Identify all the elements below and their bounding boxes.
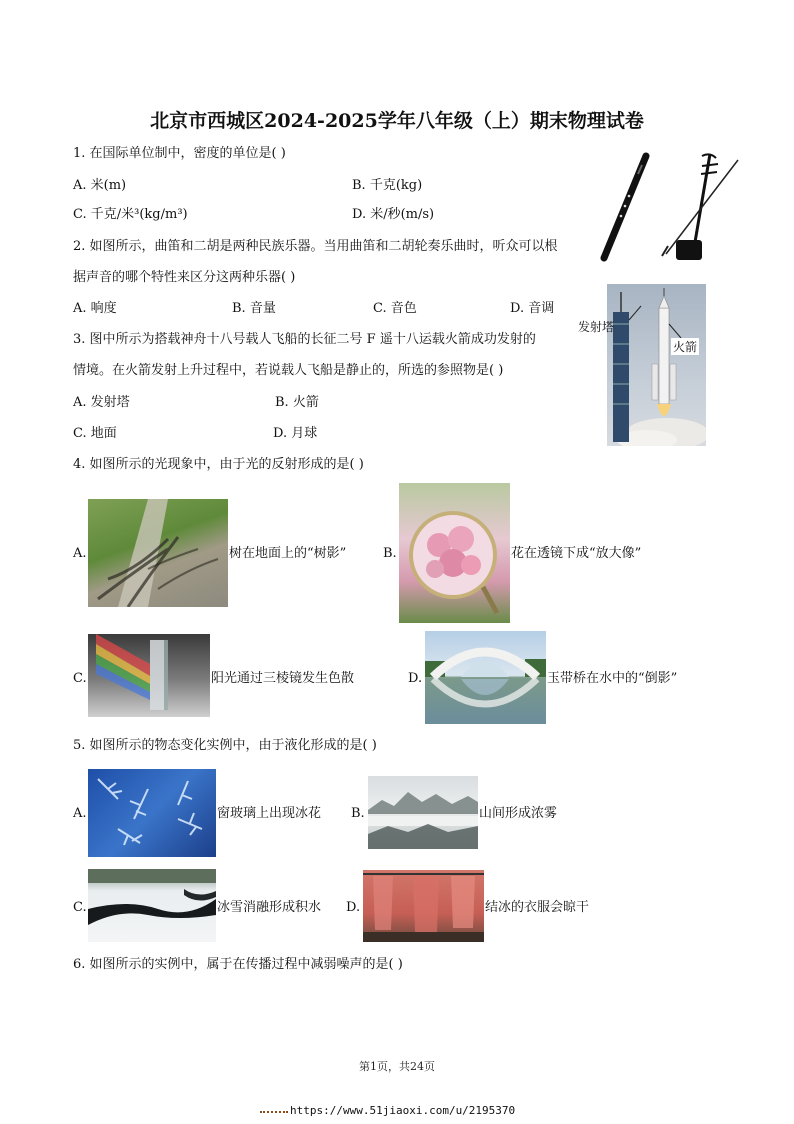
- q4-option-d-letter: D.: [408, 671, 423, 686]
- q2-option-b: B. 音量: [232, 301, 276, 316]
- q4-option-c-letter: C.: [73, 671, 87, 686]
- flute-illustration: [604, 156, 646, 258]
- magnifier-flower-photo: [399, 483, 510, 623]
- melting-snow-photo: [88, 869, 216, 942]
- footer-url-link[interactable]: https://www.51jiaoxi.com/u/2195370: [290, 1104, 516, 1117]
- page-number: 第1页，共24页: [359, 1060, 435, 1073]
- page-title: 北京市西城区2024-2025学年八年级（上）期末物理试卷: [150, 110, 644, 132]
- mountain-fog-photo: [368, 776, 478, 849]
- q3-option-c: C. 地面: [73, 426, 117, 441]
- q4-option-d-caption: 玉带桥在水中的“倒影”: [547, 671, 678, 686]
- instruments-figure: [598, 150, 748, 265]
- rocket-label: 火箭: [673, 340, 698, 354]
- window-frost-photo: [88, 769, 216, 857]
- frozen-clothes-photo: [363, 870, 484, 942]
- q1-stem: 1. 在国际单位制中，密度的单位是( ): [73, 146, 286, 161]
- q3-option-d: D. 月球: [273, 426, 318, 441]
- q5-option-b-caption: 山间形成浓雾: [479, 806, 558, 821]
- q4-stem: 4. 如图所示的光现象中，由于光的反射形成的是( ): [73, 457, 364, 472]
- q3-option-b: B. 火箭: [275, 395, 319, 410]
- q2-stem-line1: 2. 如图所示，曲笛和二胡是两种民族乐器。当用曲笛和二胡轮奏乐曲时，听众可以根: [73, 239, 558, 254]
- q5-option-a-letter: A.: [73, 806, 87, 821]
- erhu-illustration: [662, 154, 738, 260]
- q5-option-a-caption: 窗玻璃上出现冰花: [217, 806, 322, 821]
- q6-stem: 6. 如图所示的实例中，属于在传播过程中减弱噪声的是( ): [73, 957, 403, 972]
- q5-stem: 5. 如图所示的物态变化实例中，由于液化形成的是( ): [73, 738, 377, 753]
- rocket-launch-photo: [607, 284, 706, 446]
- q2-stem-line2: 据声音的哪个特性来区分这两种乐器( ): [73, 270, 296, 285]
- prism-dispersion-photo: [88, 634, 210, 717]
- watermark-decoration: [260, 1111, 288, 1116]
- q2-option-a: A. 响度: [73, 301, 117, 316]
- q1-option-c: C. 千克/米³(kg/m³): [73, 207, 188, 222]
- q5-option-d-letter: D.: [346, 900, 361, 915]
- q2-option-d: D. 音调: [510, 301, 555, 316]
- q4-option-c-caption: 阳光通过三棱镜发生色散: [211, 671, 355, 686]
- jade-belt-bridge-photo: [425, 631, 546, 724]
- q4-option-b-letter: B.: [383, 546, 397, 561]
- q1-option-b: B. 千克(kg): [352, 178, 423, 193]
- q4-option-a-caption: 树在地面上的“树影”: [229, 546, 347, 561]
- q1-option-d: D. 米/秒(m/s): [352, 207, 435, 222]
- q3-option-a: A. 发射塔: [73, 395, 130, 410]
- q5-option-c-letter: C.: [73, 900, 87, 915]
- q1-option-a: A. 米(m): [73, 178, 127, 193]
- q5-option-d-caption: 结冰的衣服会晾干: [485, 900, 590, 915]
- q3-stem-line2: 情境。在火箭发射上升过程中，若说载人飞船是静止的，所选的参照物是( ): [73, 363, 504, 378]
- tower-label: 发射塔: [578, 320, 615, 334]
- tree-shadow-photo: [88, 499, 228, 607]
- q2-option-c: C. 音色: [373, 301, 417, 316]
- q4-option-a-letter: A.: [73, 546, 87, 561]
- q3-stem-line1: 3. 图中所示为搭载神舟十八号载人飞船的长征二号 F 遥十八运载火箭成功发射的: [73, 332, 536, 347]
- q5-option-b-letter: B.: [351, 806, 365, 821]
- q4-option-b-caption: 花在透镜下成“放大像”: [511, 546, 642, 561]
- q5-option-c-caption: 冰雪消融形成积水: [217, 900, 322, 915]
